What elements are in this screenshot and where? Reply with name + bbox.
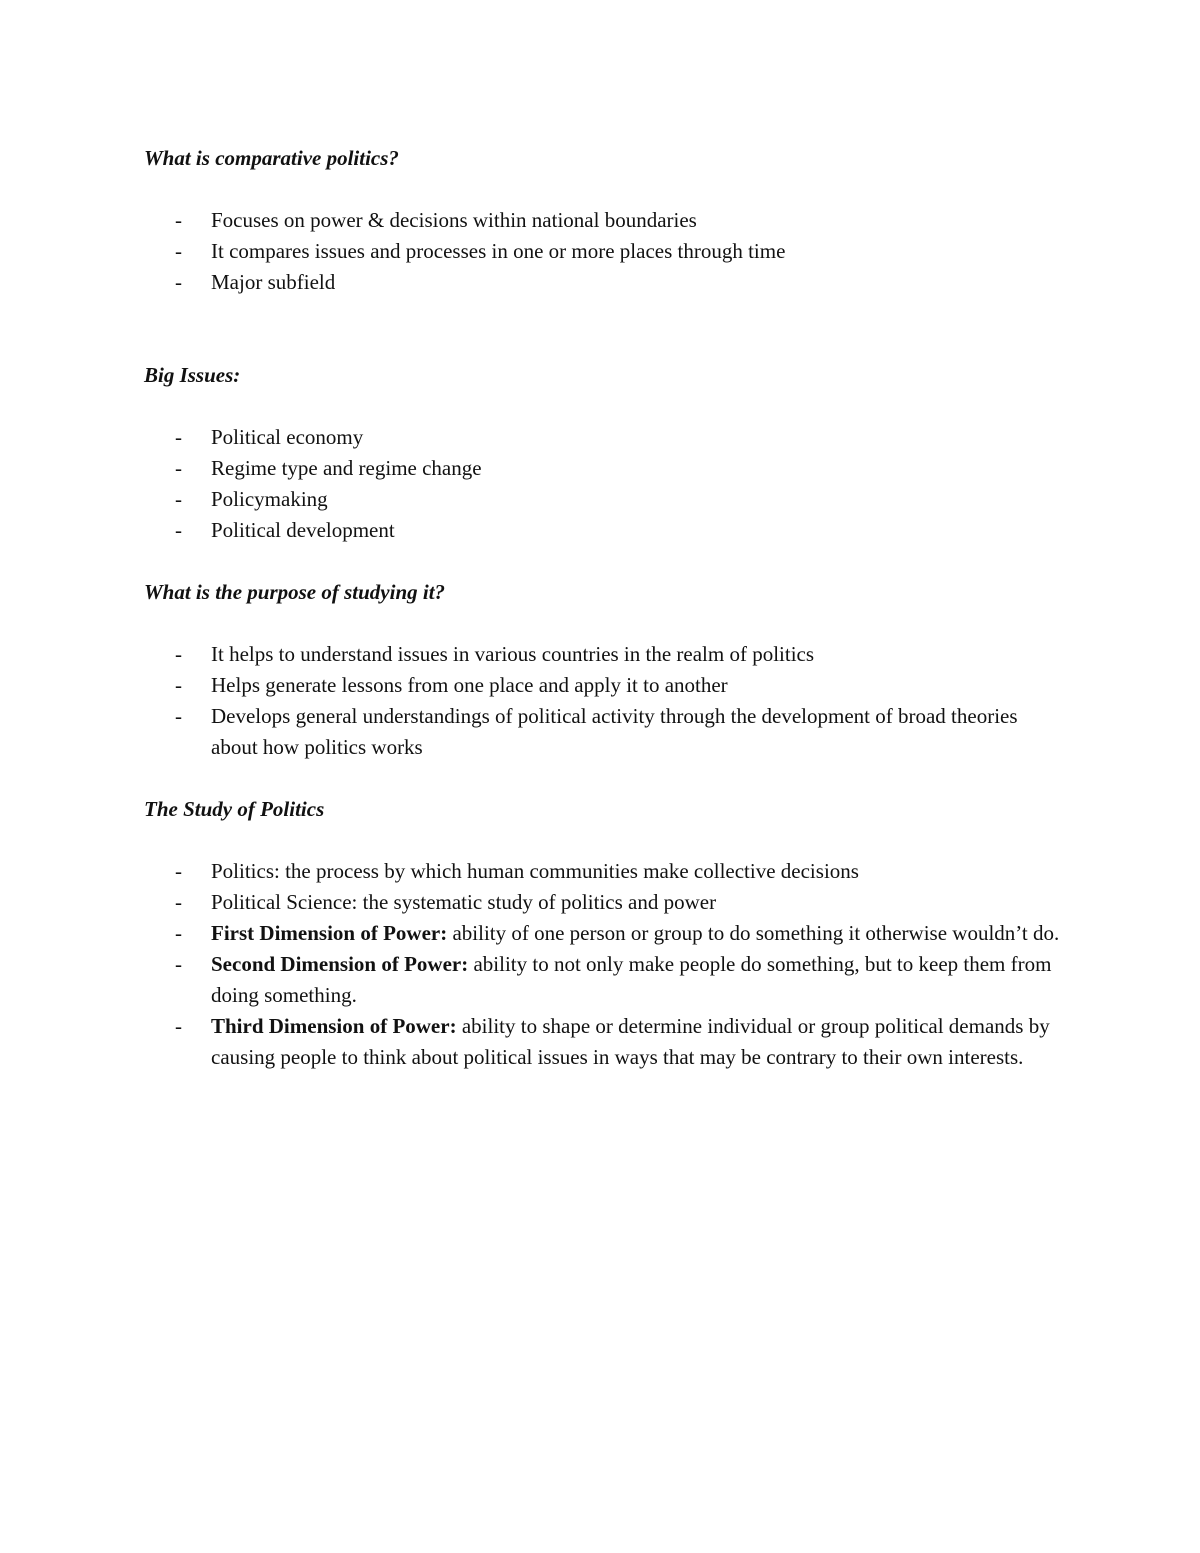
bullet-list-big-issues <box>144 422 1064 546</box>
list-item <box>144 949 1064 1011</box>
bullet-list-study-of-politics <box>144 856 1064 1073</box>
list-item <box>144 918 1064 949</box>
bullet-list-purpose <box>144 639 1064 763</box>
list-item <box>144 670 1064 701</box>
list-item-text: Political development <box>211 518 395 542</box>
dash-bullet: - <box>175 859 182 883</box>
section-heading-comparative-politics: What is comparative politics? <box>144 146 399 170</box>
dash-bullet: - <box>175 642 182 666</box>
section-heading-purpose: What is the purpose of studying it? <box>144 580 446 604</box>
dash-bullet: - <box>175 673 182 697</box>
list-item <box>144 422 1064 453</box>
list-item <box>144 205 1064 236</box>
list-item-text: Political Science: the systematic study of politics and power <box>211 890 717 914</box>
list-item <box>144 453 1064 484</box>
dash-bullet: - <box>175 952 182 976</box>
bullet-list-comparative-politics <box>144 205 1064 298</box>
list-item-text: ability to not only make people do something, but to keep them from doing something. <box>211 952 1052 1007</box>
dash-bullet: - <box>175 425 182 449</box>
list-item <box>144 236 1064 267</box>
dash-bullet: - <box>175 270 182 294</box>
dash-bullet: - <box>175 208 182 232</box>
term-second-dimension: Second Dimension of Power: <box>211 952 469 976</box>
list-item-text: Develops general understandings of political activity through the development of broad theories about how politics works <box>211 704 1018 759</box>
list-item-text: Policymaking <box>211 487 328 511</box>
dash-bullet: - <box>175 239 182 263</box>
list-item-text: Helps generate lessons from one place and apply it to another <box>211 673 728 697</box>
list-item-text: Political economy <box>211 425 364 449</box>
list-item <box>144 1011 1064 1073</box>
list-item <box>144 701 1064 763</box>
list-item-text: Major subfield <box>211 270 336 294</box>
list-item <box>144 484 1064 515</box>
list-item <box>144 639 1064 670</box>
list-item-text: ability of one person or group to do something it otherwise wouldn’t do. <box>447 921 1060 945</box>
list-item-text: It helps to understand issues in various countries in the realm of politics <box>211 642 815 666</box>
dash-bullet: - <box>175 1014 182 1038</box>
list-item-text: Focuses on power & decisions within national boundaries <box>211 208 697 232</box>
list-item <box>144 856 1064 887</box>
list-item-text: It compares issues and processes in one or more places through time <box>211 239 786 263</box>
term-third-dimension: Third Dimension of Power: <box>211 1014 457 1038</box>
list-item-text: Regime type and regime change <box>211 456 482 480</box>
section-heading-study-of-politics: The Study of Politics <box>144 797 325 821</box>
list-item-text: Politics: the process by which human communities make collective decisions <box>211 859 859 883</box>
section-heading-big-issues: Big Issues: <box>144 363 241 387</box>
dash-bullet: - <box>175 518 182 542</box>
dash-bullet: - <box>175 487 182 511</box>
document-content <box>144 143 1064 1073</box>
list-item-text: ability to shape or determine individual or group political demands by causing people to think about political issues in ways that may be contrary to their own interests. <box>211 1014 1050 1069</box>
term-first-dimension: First Dimension of Power: <box>211 921 448 945</box>
dash-bullet: - <box>175 890 182 914</box>
dash-bullet: - <box>175 456 182 480</box>
dash-bullet: - <box>175 921 182 945</box>
list-item <box>144 515 1064 546</box>
list-item <box>144 887 1064 918</box>
list-item <box>144 267 1064 298</box>
dash-bullet: - <box>175 704 182 728</box>
